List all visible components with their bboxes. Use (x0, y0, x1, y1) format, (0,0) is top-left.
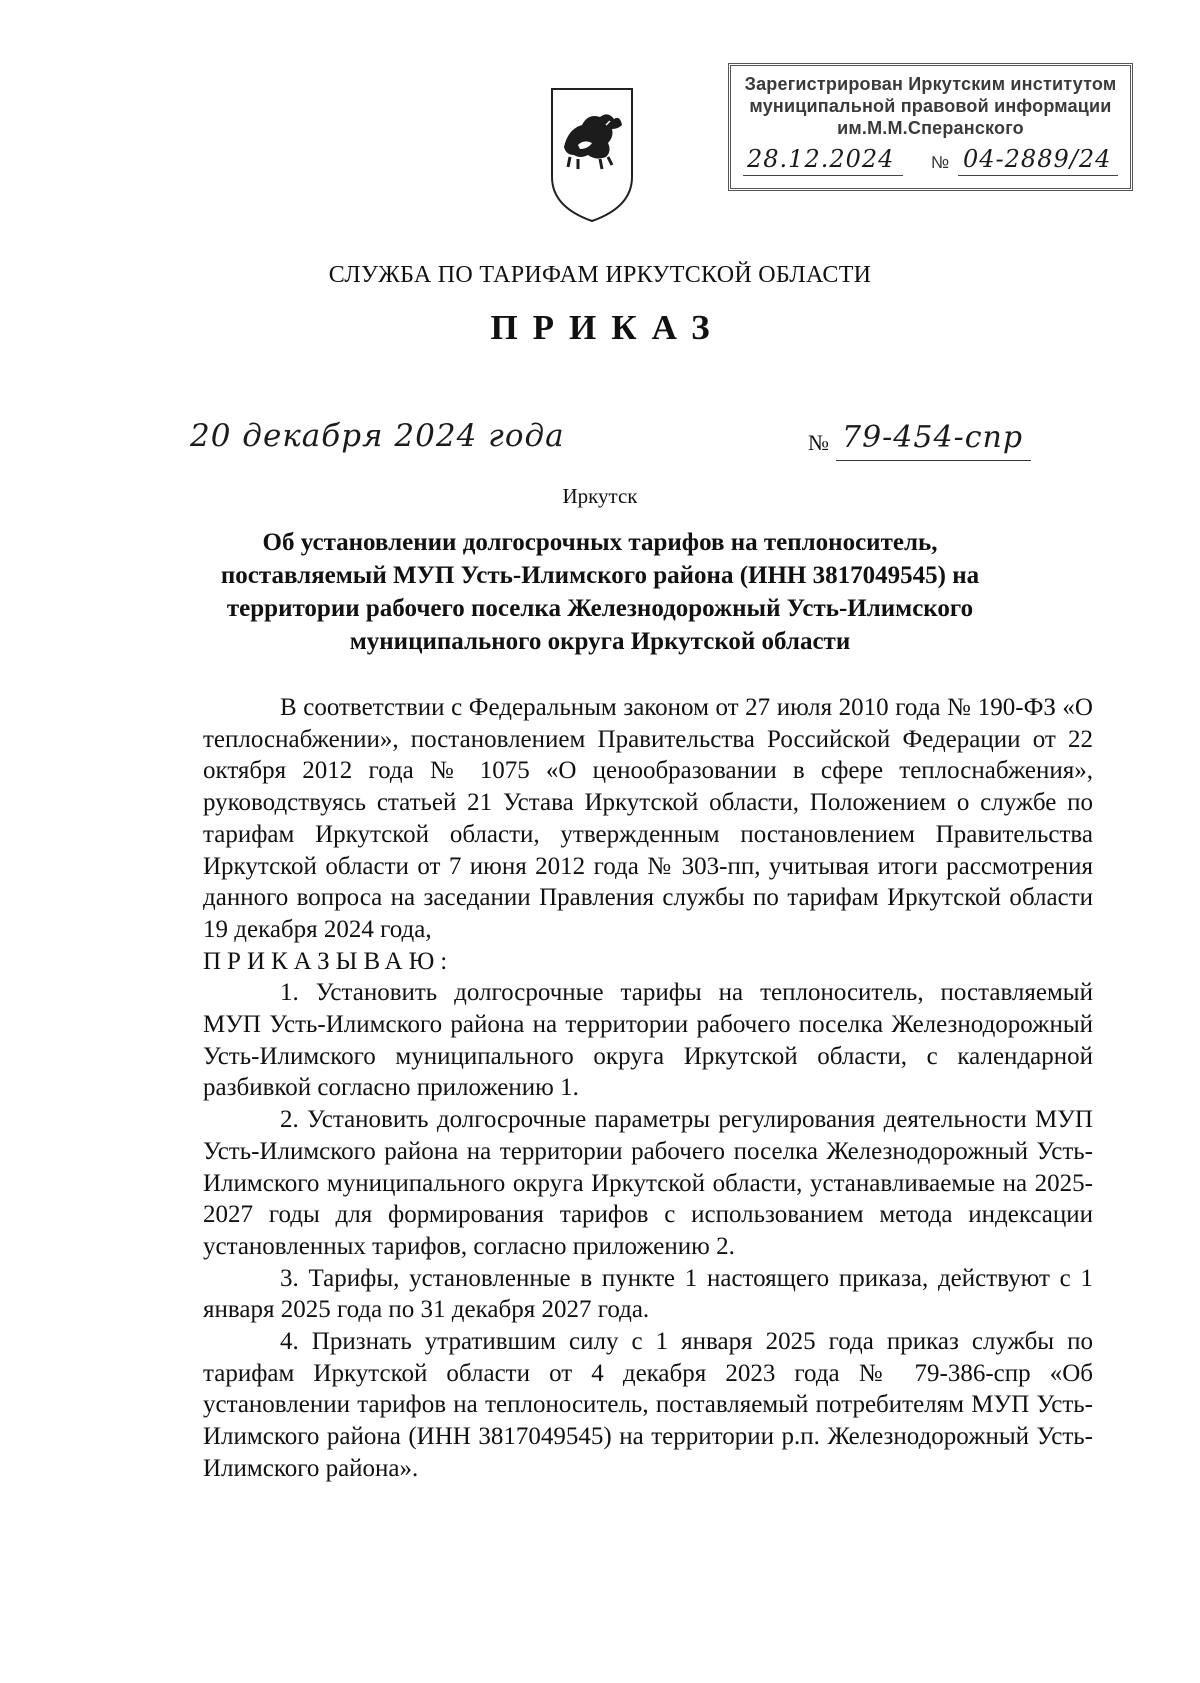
order-date: 20 декабря 2024 года (190, 418, 565, 454)
stamp-line-2: муниципальной правовой информации (749, 96, 1112, 116)
order-item-4: 4. Признать утратившим силу с 1 января 2025 года приказ службы по тарифам Иркутской области от 4 декабря 2023 года № 79-386-спр «Об установлении тарифов на теплоноситель, поставляемый потребителям МУП Усть-Илимского района (ИНН 3817049545) на территории р.п. Железнодорожный Усть-Илимского района». (203, 1328, 1093, 1482)
stamp-date-underline (743, 175, 903, 176)
order-number: 79-454-спр (842, 420, 1024, 455)
document-body (203, 692, 1093, 1485)
document-type: ПРИКАЗ (490, 308, 725, 347)
stamp-registration-date: 28.12.2024 (747, 145, 895, 173)
stamp-registration-number: 04-2889/24 (963, 145, 1112, 173)
order-item-3: 3. Тарифы, установленные в пункте 1 настоящего приказа, действуют с 1 января 2025 года по 31 декабря 2027 года. (203, 1264, 1093, 1324)
stamp-line-1: Зарегистрирован Иркутским институтом (744, 74, 1117, 94)
stamp-number-sign: № (931, 153, 950, 172)
preamble-paragraph: В соответствии с Федеральным законом от 27 июля 2010 года № 190-ФЗ «О теплоснабжении», постановлением Правительства Российской Федерации от 22 октября 2012 года № 1075 «О ценообразовании в сфере теплоснабжения», руководствуясь статьей 21 Устава Иркутской области, Положением о службе по тарифам Иркутской области, утвержденным постановлением Правительства Иркутской области от 7 июня 2012 года № 303-пп, учитывая итоги рассмотрения данного вопроса на заседании Правления службы по тарифам Иркутской области 19 декабря 2024 года, (203, 694, 1093, 943)
order-item-1: 1. Установить долгосрочные тарифы на теплоноситель, поставляемый МУП Усть-Илимского района на территории рабочего поселка Железнодорожный Усть-Илимского муниципального округа Иркутской области, с календарной разбивкой согласно приложению 1. (203, 979, 1093, 1102)
order-number-sign: № (808, 430, 829, 455)
order-number-underline (836, 460, 1031, 461)
stamp-registration-row (743, 145, 1118, 179)
order-word: ПРИКАЗЫВАЮ: (203, 947, 454, 975)
document-title: Об установлении долгосрочных тарифов на теплоноситель, поставляемый МУП Усть-Илимского района (ИНН 3817049545) на территории рабочего поселка Железнодорожный Усть-Илимского муниципального округа Иркутской области (220, 529, 980, 655)
order-item-2: 2. Установить долгосрочные параметры регулирования деятельности МУП Усть-Илимского района на территории рабочего поселка Железнодорожный Усть-Илимского муниципального округа Иркутской области, устанавливаемые на 2025-2027 годы для формирования тарифов с использованием метода индексации установленных тарифов, согласно приложению 2. (203, 1106, 1093, 1260)
order-number-block (808, 420, 1068, 470)
agency-name: СЛУЖБА ПО ТАРИФАМ ИРКУТСКОЙ ОБЛАСТИ (328, 262, 872, 288)
registration-stamp (728, 63, 1133, 191)
coat-of-arms-icon (548, 85, 636, 225)
stamp-line-3: им.М.М.Сперанского (837, 118, 1024, 138)
stamp-number-underline (958, 175, 1118, 176)
city: Иркутск (562, 484, 638, 508)
